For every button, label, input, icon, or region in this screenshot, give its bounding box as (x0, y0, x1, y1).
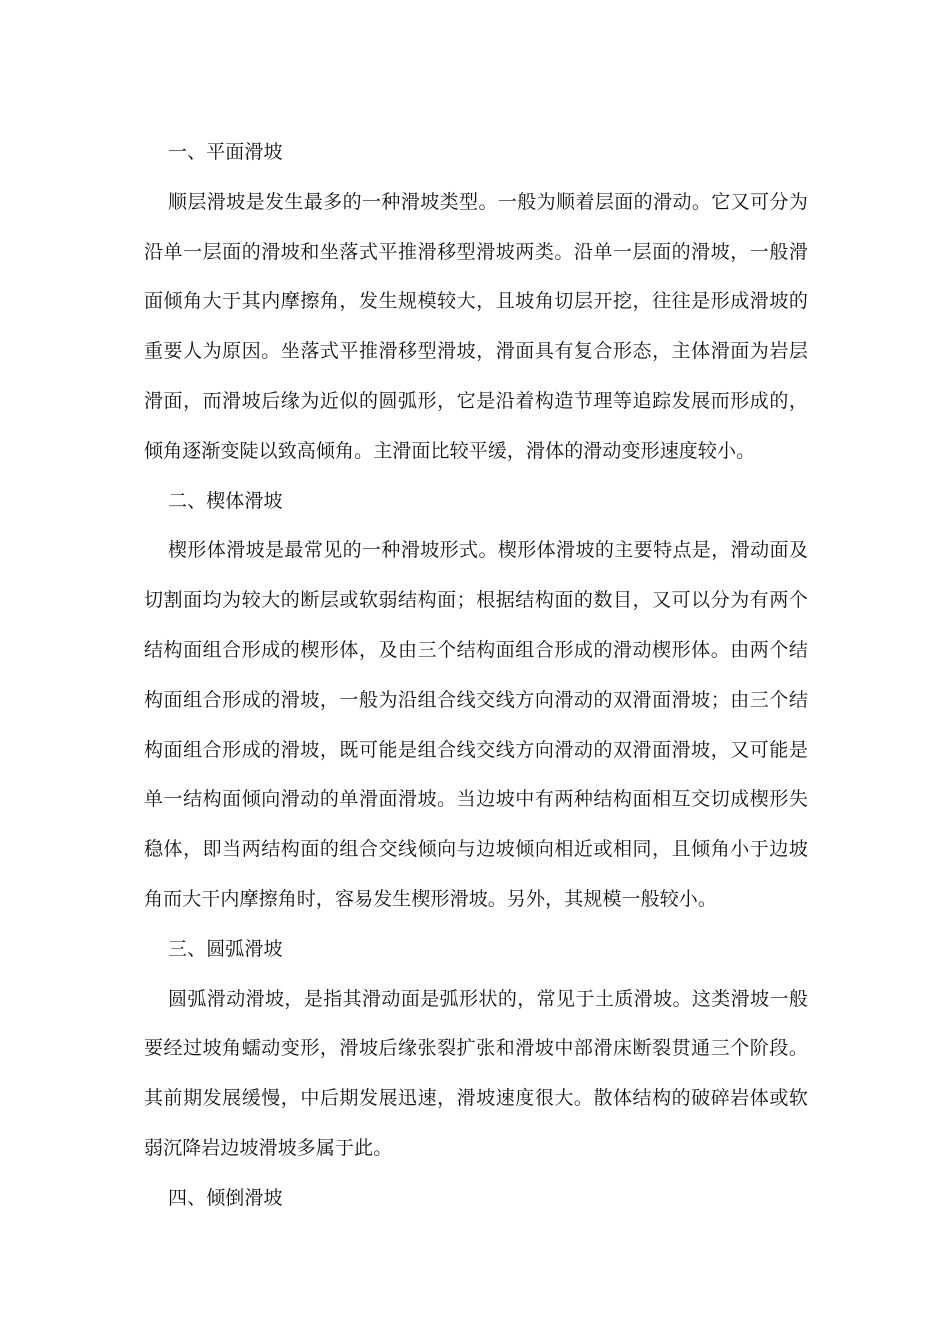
section-heading-wedge: 二、楔体滑坡 (168, 489, 283, 512)
section-heading-toppling: 四、倾倒滑坡 (168, 1186, 283, 1209)
section-body-planar: 顺层滑坡是发生最多的一种滑坡类型。一般为顺着层面的滑动。它又可分为沿单一层面的滑坡和坐落式平推滑移型滑坡两类。沿单一层面的滑坡，一般滑面倾角大于其内摩擦角，发生规模较大，且坡角切层开挖，往往是形成滑坡的重要人为原因。坐落式平推滑移型滑坡，滑面具有复合形态，主体滑面为岩层滑面，而滑坡后缘为近似的圆弧形，它是沿着构造节理等追踪发展而形成的，倾角逐渐变陡以致高倾角。主滑面比较平缓，滑体的滑动变形速度较小。 (144, 190, 808, 462)
section-heading-planar: 一、平面滑坡 (168, 141, 283, 163)
document-page (144, 128, 808, 1224)
section-body-circular: 圆弧滑动滑坡，是指其滑动面是弧形状的，常见于土质滑坡。这类滑坡一般要经过坡角蠕动变形，滑坡后缘张裂扩张和滑坡中部滑床断裂贯通三个阶段。其前期发展缓慢，中后期发展迅速，滑坡速度很大。散体结构的破碎岩体或软弱沉降岩边坡滑坡多属于此。 (144, 987, 808, 1159)
section-body-wedge: 楔形体滑坡是最常见的一种滑坡形式。楔形体滑坡的主要特点是，滑动面及切割面均为较大的断层或软弱结构面；根据结构面的数目，又可以分为有两个结构面组合形成的楔形体，及由三个结构面组合形成的滑动楔形体。由两个结构面组合形成的滑坡，一般为沿组合线交线方向滑动的双滑面滑坡；由三个结构面组合形成的滑坡，既可能是组合线交线方向滑动的双滑面滑坡，又可能是单一结构面倾向滑动的单滑面滑坡。当边坡中有两种结构面相互交切成楔形失稳体，即当两结构面的组合交线倾向与边坡倾向相近或相同，且倾角小于边坡角而大干内摩擦角时，容易发生楔形滑坡。另外，其规模一般较小。 (144, 539, 808, 910)
section-heading-circular: 三、圆弧滑坡 (168, 937, 283, 960)
